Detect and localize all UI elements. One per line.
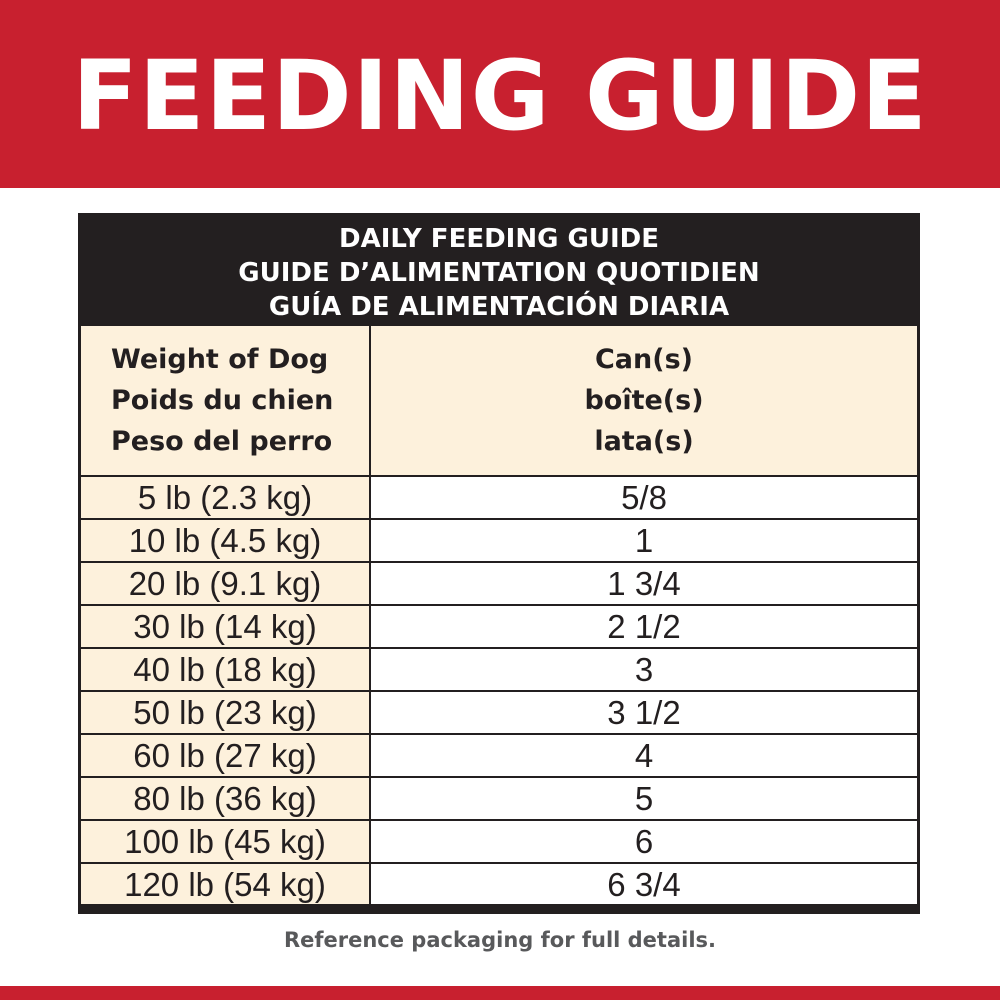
table-row [81,862,917,904]
table-row [81,690,917,733]
weight-cell: 30 lb (14 kg) [81,606,371,647]
cans-cell: 1 3/4 [371,563,917,604]
weight-cell: 60 lb (27 kg) [81,735,371,776]
cans-column-header [371,326,917,475]
cans-cell: 6 [371,821,917,862]
weight-cell: 10 lb (4.5 kg) [81,520,371,561]
table-row [81,518,917,561]
cans-header-es: lata(s) [594,426,694,457]
cans-header-en: Can(s) [594,344,693,375]
cans-cell: 5/8 [371,477,917,518]
footnote: Reference packaging for full details. [283,928,717,952]
table-title-line-fr: GUIDE D’ALIMENTATION QUOTIDIEN [238,258,760,288]
weight-column-header [81,326,371,475]
table-row [81,819,917,862]
table-title-line-es: GUÍA DE ALIMENTACIÓN DIARIA [268,292,730,322]
table-body [81,475,917,904]
cans-cell: 3 1/2 [371,692,917,733]
page-title: FEEDING GUIDE [72,40,928,152]
cans-cell: 4 [371,735,917,776]
bottom-bar [0,986,1000,1000]
weight-header-fr: Poids du chien [111,385,334,416]
table-row [81,733,917,776]
cans-cell: 3 [371,649,917,690]
weight-cell: 100 lb (45 kg) [81,821,371,862]
table-title [81,216,917,323]
table-row [81,475,917,518]
table-row [81,561,917,604]
title-banner [0,0,1000,188]
table-title-line-en: DAILY FEEDING GUIDE [339,224,659,254]
table-row [81,604,917,647]
cans-cell: 1 [371,520,917,561]
weight-header-en: Weight of Dog [111,344,329,375]
weight-cell: 80 lb (36 kg) [81,778,371,819]
weight-cell: 5 lb (2.3 kg) [81,477,371,518]
weight-cell: 120 lb (54 kg) [81,864,371,904]
column-headers [81,323,917,475]
cans-header-fr: boîte(s) [584,385,704,416]
weight-cell: 50 lb (23 kg) [81,692,371,733]
cans-cell: 5 [371,778,917,819]
weight-cell: 40 lb (18 kg) [81,649,371,690]
weight-cell: 20 lb (9.1 kg) [81,563,371,604]
cans-cell: 2 1/2 [371,606,917,647]
table-row [81,776,917,819]
cans-cell: 6 3/4 [371,864,917,904]
table-row [81,647,917,690]
feeding-table [78,213,920,914]
weight-header-es: Peso del perro [111,426,333,457]
